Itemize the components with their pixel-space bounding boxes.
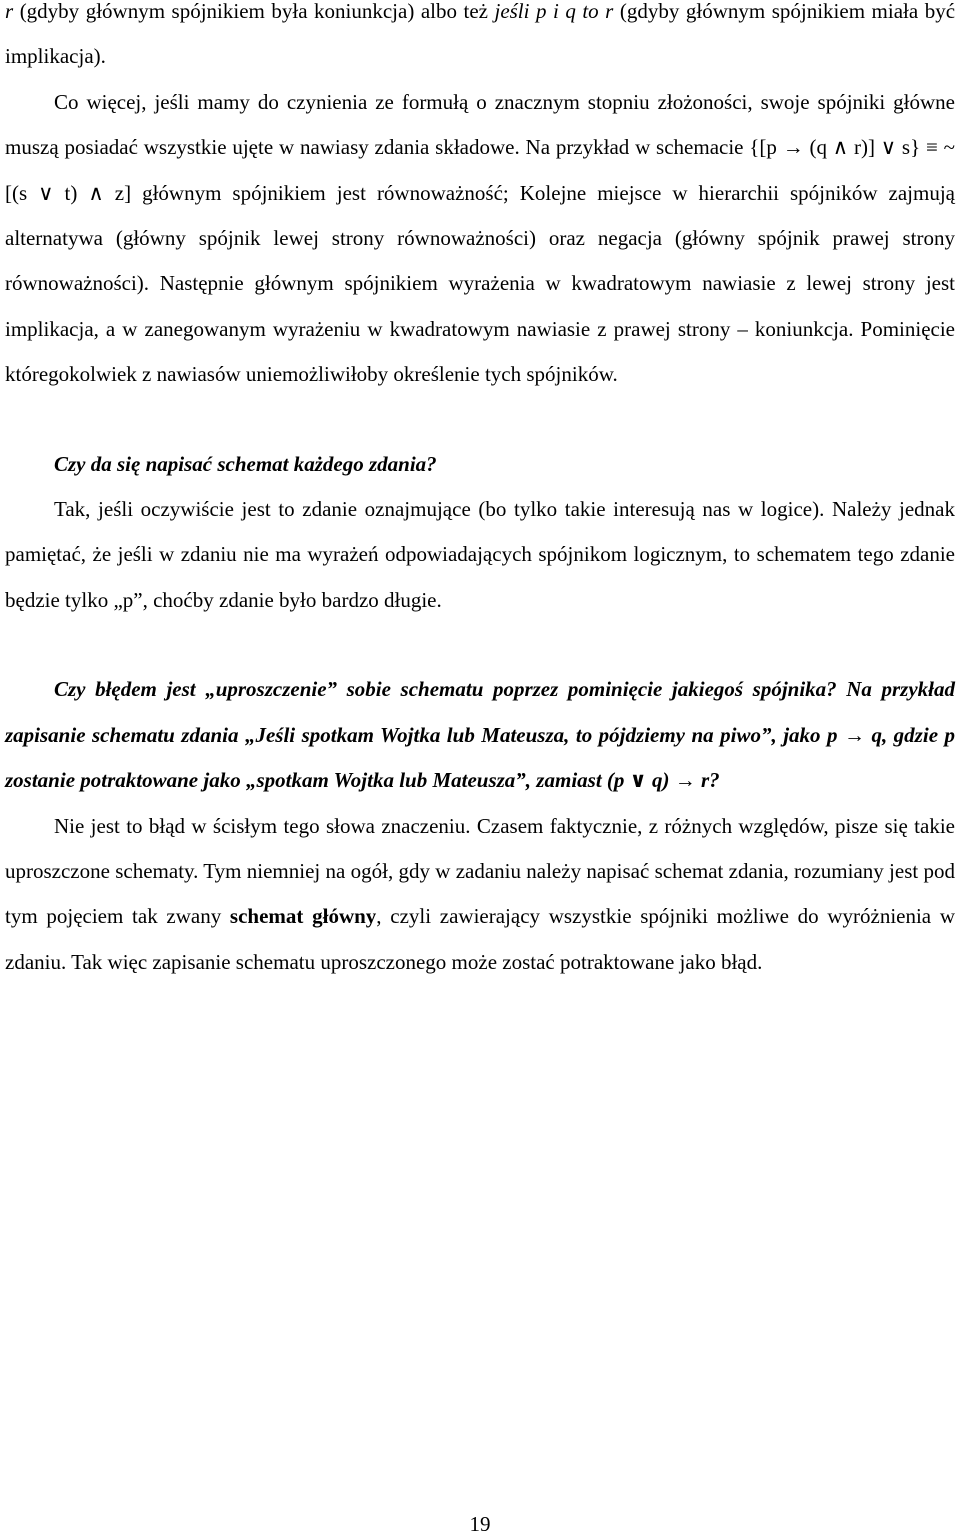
answer-simplification (5, 804, 955, 986)
question-every-sentence: Czy da się napisać schemat każdego zdania? (54, 451, 437, 476)
paragraph-conjunction-implication (5, 0, 955, 80)
bold-term: schemat główny (229, 904, 377, 929)
paragraph-complex-formula (5, 80, 955, 398)
text-segment: Nie jest to błąd w ścisłym tego słowa znaczeniu. Czasem faktycznie, z różnych względów, pisze się takie uproszczone schematy. Tym niemniej na ogół, gdy w zadaniu należy napisać schemat zdania, rozumiany jest pod tym pojęciem tak zwany (5, 813, 955, 929)
text-segment: (gdyby głównym spójnikiem była koniunkcja) albo też (13, 0, 495, 23)
question-simplification: Czy błędem jest „uproszczenie” sobie schematu poprzez pominięcie jakiegoś spójnika? Na przykład zapisanie schematu zdania „Jeśli spotkam Wojtka lub Mateusza, to pójdziemy na piwo”, jako p → q, gdzie p zostanie potraktowane jako „spotkam Wojtka lub Mateusza”, zamiast (p ∨ q) → r? (5, 677, 955, 793)
italic-r: r (5, 0, 14, 23)
text-segment: (gdyby głównym spójnikiem miała być implikacja). (5, 0, 956, 69)
italic-example: jeśli p i q to r (494, 0, 614, 23)
text-segment: , czyli zawierający wszystkie spójniki możliwe do wyróżnienia w zdaniu. Tak więc zapisanie schematu uproszczonego może zostać potraktowane jako błąd. (5, 904, 955, 974)
answer-every-sentence: Tak, jeśli oczywiście jest to zdanie oznajmujące (bo tylko takie interesują nas w logice). Należy jednak pamiętać, że jeśli w zdaniu nie ma wyrażeń odpowiadających spójnikom logicznym, to schematem tego zdanie będzie tylko „p”, choćby zdanie było bardzo długie. (5, 497, 955, 612)
text-segment: Co więcej, jeśli mamy do czynienia ze formułą o znacznym stopniu złożoności, swoje spójniki główne muszą posiadać wszystkie ujęte w nawiasy zdania składowe. Na przykład w schemacie {[p → (q ∧ r)] ∨ s} ≡ ~ [(s ∨ t) ∧ z] głównym spójnikiem jest równoważność; Kolejne miejsce w hierarchii spójników zajmują alternatywa (główny spójnik lewej strony równoważności) oraz negacja (główny spójnik prawej strony równoważności). Następnie głównym spójnikiem wyrażenia w kwadratowym nawiasie z lewej strony jest implikacja, a w zanegowanym wyrażeniu w kwadratowym nawiasie z prawej strony – koniunkcja. Pominięcie któregokolwiek z nawiasów uniemożliwiłoby określenie tych spójników. (5, 89, 955, 387)
page-number: 19 (469, 1512, 491, 1536)
document-page (5, 0, 955, 985)
